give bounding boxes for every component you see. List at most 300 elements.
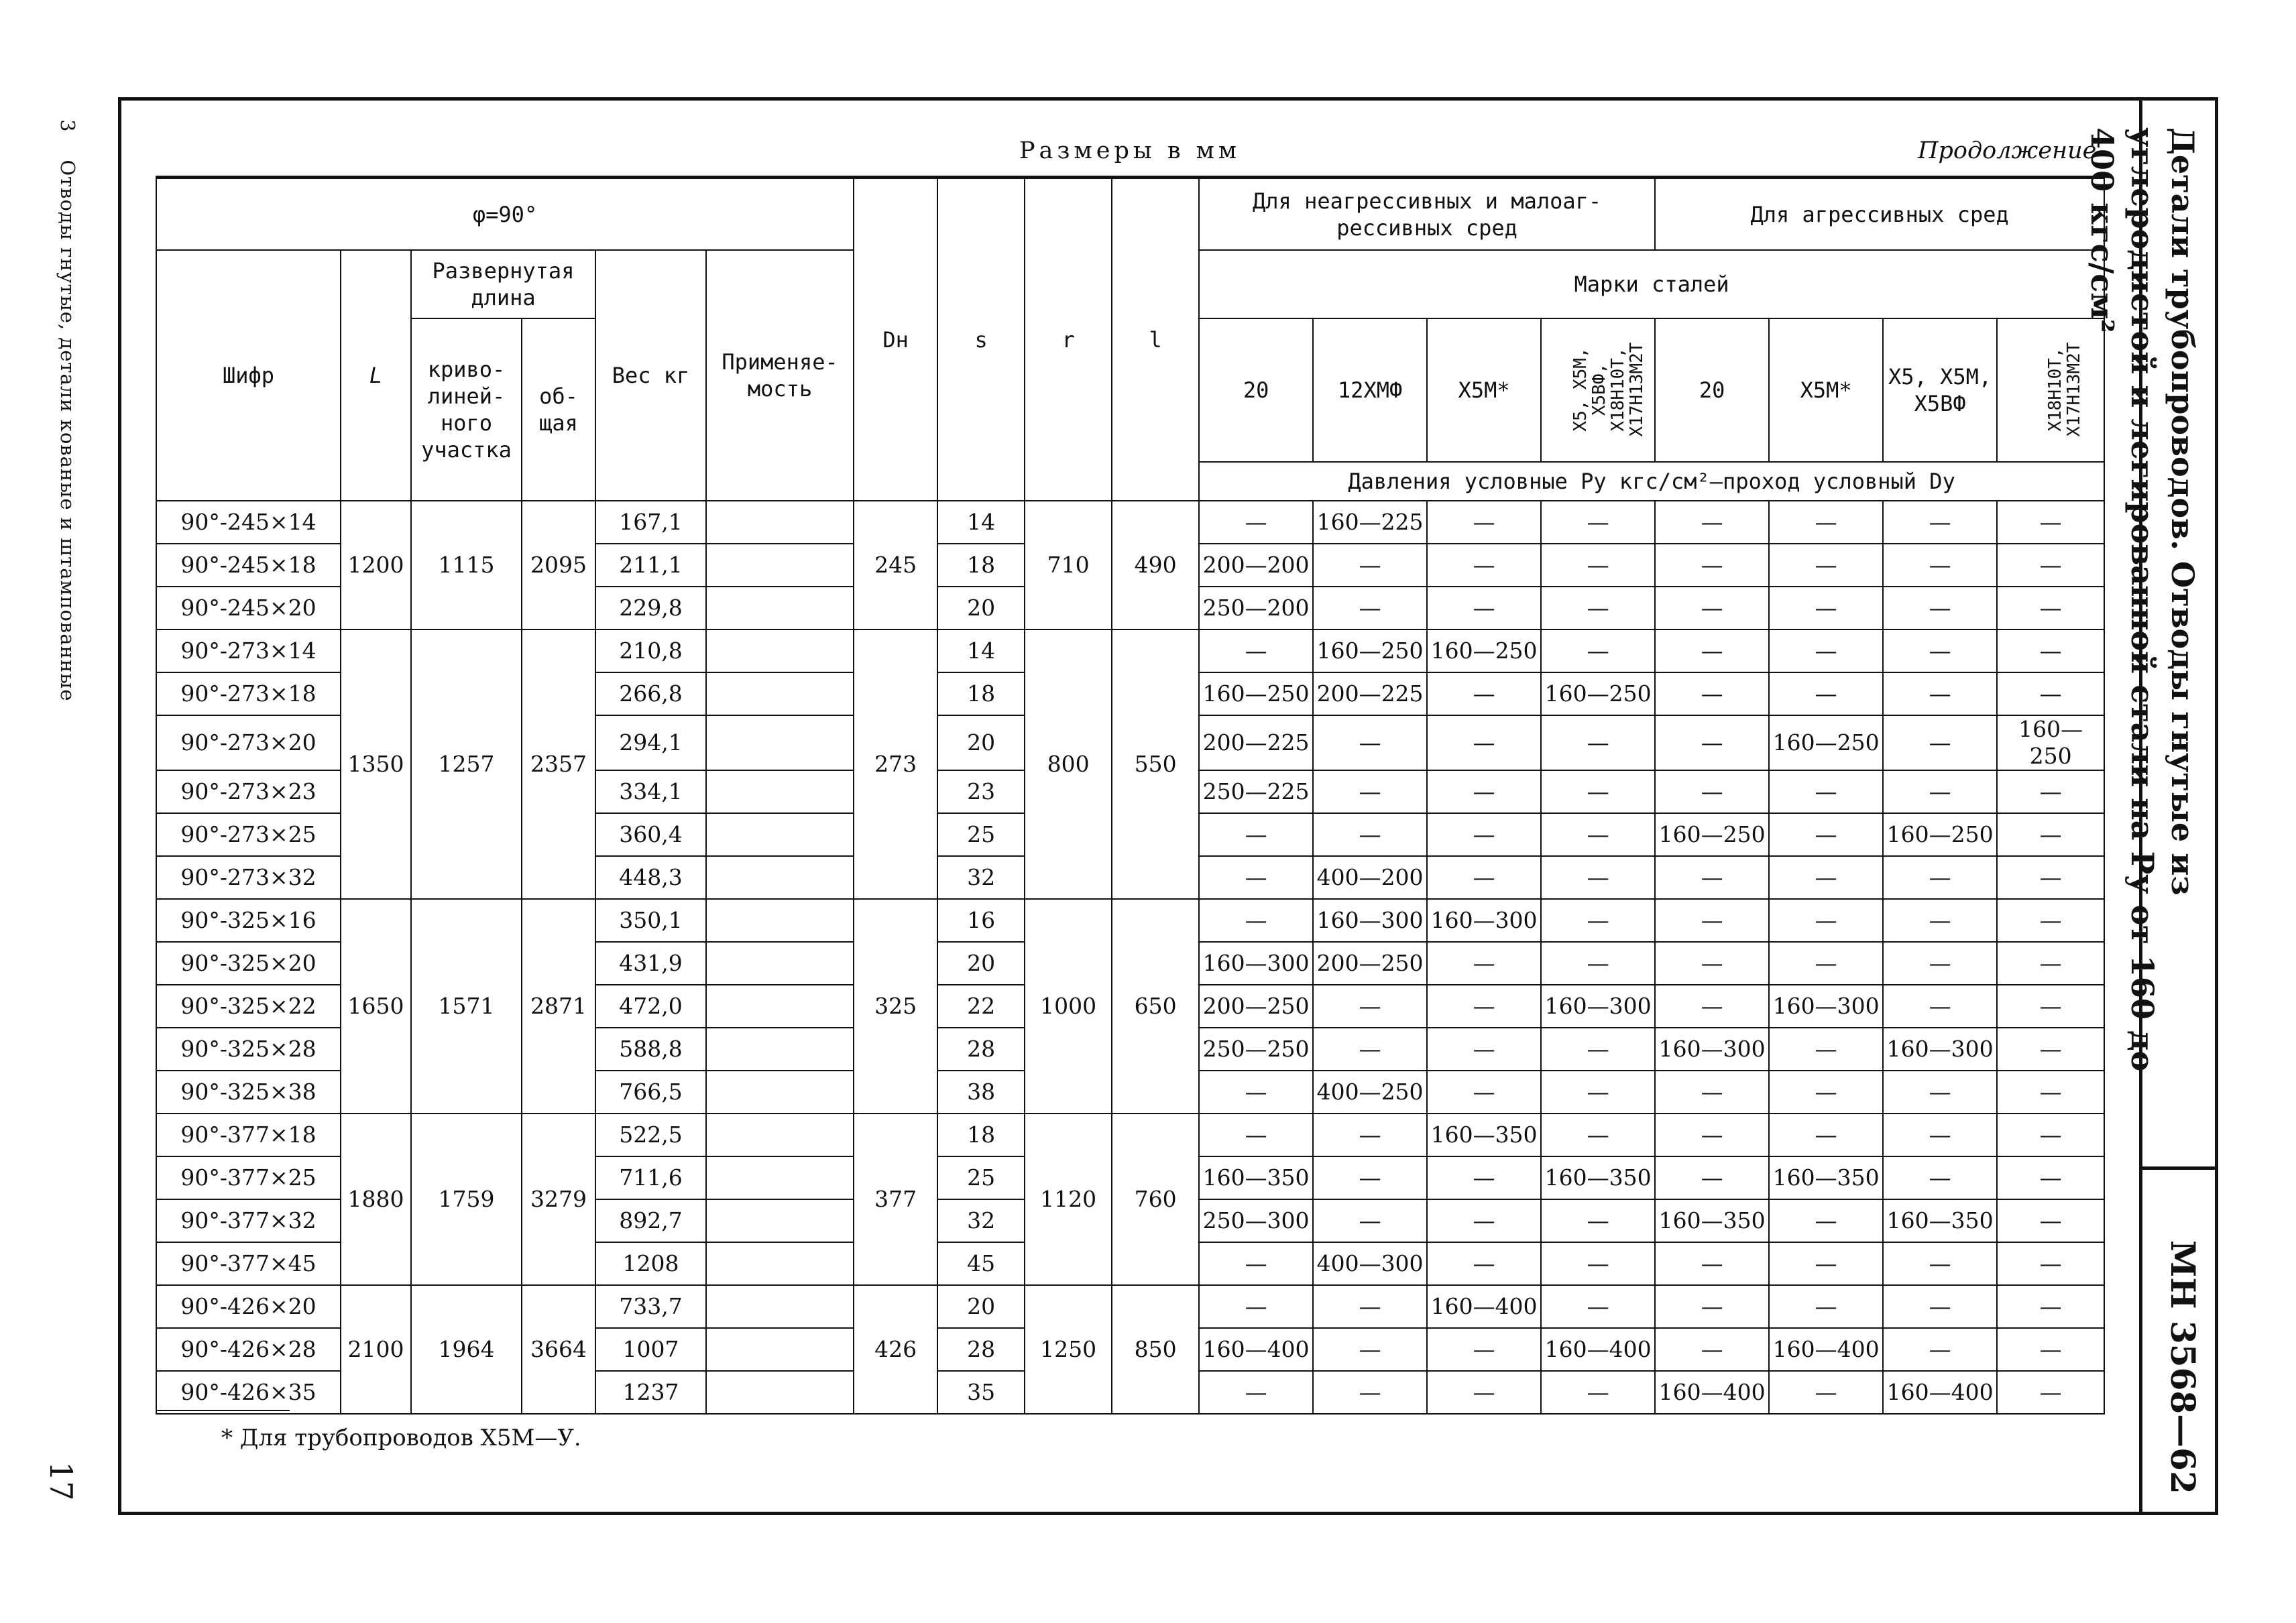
pressure-cell: 200—225 [1199, 715, 1313, 770]
applicability-cell [706, 942, 854, 985]
pressure-cell: — [1997, 1371, 2104, 1414]
cipher-header: Шифр [156, 250, 341, 501]
dn-cell: 245 [854, 501, 937, 629]
pressure-cell: — [1883, 1071, 1997, 1114]
pressure-cell: — [1883, 629, 1997, 672]
pressure-cell: — [1769, 856, 1883, 899]
l-cell: 850 [1112, 1285, 1199, 1414]
pressure-cell: 160—300 [1883, 1028, 1997, 1071]
pressure-cell: 160—400 [1769, 1328, 1883, 1371]
pressure-cell: 160—250 [1313, 629, 1427, 672]
pressure-cell: — [1655, 544, 1769, 587]
L-cell: 1880 [341, 1114, 411, 1285]
applicability-cell [706, 856, 854, 899]
units-caption: Размеры в мм [1019, 137, 1241, 164]
applicability-cell [706, 985, 854, 1028]
grade-col-1: 20 [1199, 318, 1313, 462]
s-cell: 18 [937, 672, 1025, 715]
pressure-cell: — [1199, 629, 1313, 672]
phi-header: φ=90° [156, 178, 854, 251]
pressure-cell: — [1313, 1371, 1427, 1414]
table-row [156, 629, 2104, 672]
standard-code: МН 3568—62 [2163, 1240, 2203, 1494]
cipher-cell: 90°-273×32 [156, 856, 341, 899]
pressure-cell: — [1997, 1071, 2104, 1114]
applicability-cell [706, 1371, 854, 1414]
pressure-cell: — [1541, 587, 1655, 629]
pressure-cell: 400—250 [1313, 1071, 1427, 1114]
pressure-cell: — [1427, 1199, 1541, 1242]
weight-cell: 167,1 [595, 501, 706, 544]
pressure-cell: 250—200 [1199, 587, 1313, 629]
applicability-cell [706, 1242, 854, 1285]
pressure-cell: — [1883, 1242, 1997, 1285]
pressure-cell: — [1769, 1285, 1883, 1328]
curved-length-cell: 1964 [411, 1285, 522, 1414]
L-cell: 1200 [341, 501, 411, 629]
r-cell: 710 [1025, 501, 1112, 629]
pressure-cell: — [1541, 715, 1655, 770]
cipher-cell: 90°-245×20 [156, 587, 341, 629]
s-cell: 25 [937, 813, 1025, 856]
pressure-cell: 400—200 [1313, 856, 1427, 899]
total-length-cell: 2357 [522, 629, 595, 899]
cipher-cell: 90°-426×35 [156, 1371, 341, 1414]
pressure-cell: 160—350 [1199, 1156, 1313, 1199]
cipher-cell: 90°-377×18 [156, 1114, 341, 1156]
weight-cell: 334,1 [595, 770, 706, 813]
pressure-cell: — [1655, 1156, 1769, 1199]
pressure-cell: 200—250 [1313, 942, 1427, 985]
curved-length-cell: 1257 [411, 629, 522, 899]
pressure-cell: — [1997, 770, 2104, 813]
non-aggressive-header: Для неагрессивных и малоаг-рессивных сред [1199, 178, 1655, 251]
pressure-cell: — [1541, 942, 1655, 985]
pressure-cell: — [1769, 1028, 1883, 1071]
l-cell: 550 [1112, 629, 1199, 899]
pressure-cell: — [1997, 1285, 2104, 1328]
curved-section-header: криво-линей-ного участка [411, 318, 522, 501]
document-title: Детали трубопроводов. Отводы гнутые из углеродистой и легированной стали на Pу от 160 до 400 кгс/см² [2084, 127, 2201, 1072]
r-cell: 1250 [1025, 1285, 1112, 1414]
grade-col-5: 20 [1655, 318, 1769, 462]
applicability-cell [706, 1071, 854, 1114]
applicability-header: Применяе-мость [706, 250, 854, 501]
cipher-cell: 90°-325×38 [156, 1071, 341, 1114]
pressure-cell: 160—250 [1427, 629, 1541, 672]
grade-col-4-label: Х5, Х5М, Х5ВФ, Х18Н10Т, Х17Н13М2Т [1570, 342, 1648, 437]
grade-col-6: Х5М* [1769, 318, 1883, 462]
pressure-cell: — [1427, 942, 1541, 985]
cipher-cell: 90°-273×23 [156, 770, 341, 813]
pressure-cell: 200—225 [1313, 672, 1427, 715]
pressure-cell: — [1655, 1242, 1769, 1285]
pressure-cell: 200—200 [1199, 544, 1313, 587]
pressure-cell: 250—250 [1199, 1028, 1313, 1071]
pressure-cell: — [1541, 1242, 1655, 1285]
pressure-cell: — [1655, 1328, 1769, 1371]
cipher-cell: 90°-377×45 [156, 1242, 341, 1285]
s-cell: 20 [937, 715, 1025, 770]
pressure-cell: — [1313, 1328, 1427, 1371]
applicability-cell [706, 1199, 854, 1242]
pressure-cell: — [1427, 985, 1541, 1028]
table-row [156, 1285, 2104, 1328]
dn-cell: 325 [854, 899, 937, 1114]
pressure-cell: — [1655, 715, 1769, 770]
pressure-cell: 160—350 [1427, 1114, 1541, 1156]
s-cell: 38 [937, 1071, 1025, 1114]
pressure-cell: — [1313, 587, 1427, 629]
applicability-cell [706, 1156, 854, 1199]
weight-cell: 1208 [595, 1242, 706, 1285]
cipher-cell: 90°-273×14 [156, 629, 341, 672]
pressure-cell: — [1883, 1114, 1997, 1156]
weight-cell: 1237 [595, 1371, 706, 1414]
total-length-header: об-щая [522, 318, 595, 501]
pressure-cell: — [1427, 587, 1541, 629]
cipher-cell: 90°-377×32 [156, 1199, 341, 1242]
unrolled-length-header: Развернутая длина [411, 250, 595, 318]
footnote: * Для трубопроводов Х5М—У. [221, 1425, 581, 1451]
pressure-cell: — [1997, 587, 2104, 629]
grade-col-3: Х5М* [1427, 318, 1541, 462]
pressure-cell: — [1997, 1242, 2104, 1285]
grade-col-7: Х5, Х5М, Х5ВФ [1883, 318, 1997, 462]
pressure-cell: 160—350 [1769, 1156, 1883, 1199]
grade-col-8 [1997, 318, 2104, 462]
weight-cell: 448,3 [595, 856, 706, 899]
weight-cell: 733,7 [595, 1285, 706, 1328]
weight-cell: 431,9 [595, 942, 706, 985]
pressure-cell: — [1199, 1071, 1313, 1114]
frame-right-rule [2215, 97, 2218, 1515]
curved-length-cell: 1571 [411, 899, 522, 1114]
pressure-cell: 160—300 [1655, 1028, 1769, 1071]
cipher-cell: 90°-325×28 [156, 1028, 341, 1071]
pressure-cell: — [1655, 1071, 1769, 1114]
weight-cell: 229,8 [595, 587, 706, 629]
pressure-cell: — [1997, 1114, 2104, 1156]
pressure-cell: — [1313, 544, 1427, 587]
pressure-cell: — [1427, 1071, 1541, 1114]
pressure-cell: — [1199, 1371, 1313, 1414]
pressure-cell: — [1655, 899, 1769, 942]
grade-col-4 [1541, 318, 1655, 462]
pressure-cell: — [1883, 1328, 1997, 1371]
pressure-cell: — [1997, 856, 2104, 899]
L-cell: 1650 [341, 899, 411, 1114]
pressure-cell: 160—350 [1541, 1156, 1655, 1199]
grade-col-2: 12ХМФ [1313, 318, 1427, 462]
applicability-cell [706, 813, 854, 856]
aggressive-header: Для агрессивных сред [1655, 178, 2104, 251]
weight-cell: 766,5 [595, 1071, 706, 1114]
pressure-cell: — [1427, 544, 1541, 587]
cipher-cell: 90°-273×18 [156, 672, 341, 715]
pressure-cell: — [1199, 501, 1313, 544]
weight-cell: 294,1 [595, 715, 706, 770]
pressure-header: Давления условные Pу кгс/см²—проход условный Dу [1199, 462, 2104, 501]
pressure-cell: 160—400 [1427, 1285, 1541, 1328]
pressure-cell: — [1769, 1242, 1883, 1285]
pressure-cell: — [1883, 942, 1997, 985]
pressure-cell: 160—250 [1541, 672, 1655, 715]
s-cell: 23 [937, 770, 1025, 813]
pressure-cell: — [1427, 1371, 1541, 1414]
pressure-cell: — [1769, 942, 1883, 985]
pressure-cell: — [1883, 501, 1997, 544]
L-cell: 1350 [341, 629, 411, 899]
weight-cell: 1007 [595, 1328, 706, 1371]
pressure-cell: — [1313, 1114, 1427, 1156]
curved-length-cell: 1759 [411, 1114, 522, 1285]
pressure-cell: — [1313, 985, 1427, 1028]
pressure-cell: — [1997, 1199, 2104, 1242]
pressure-cell: — [1427, 501, 1541, 544]
s-cell: 35 [937, 1371, 1025, 1414]
frame-left-rule [118, 97, 121, 1515]
pressure-cell: — [1199, 856, 1313, 899]
applicability-cell [706, 587, 854, 629]
s-cell: 20 [937, 1285, 1025, 1328]
weight-cell: 522,5 [595, 1114, 706, 1156]
cipher-cell: 90°-426×28 [156, 1328, 341, 1371]
pressure-cell: 160—400 [1199, 1328, 1313, 1371]
pressure-cell: 200—250 [1199, 985, 1313, 1028]
s-cell: 25 [937, 1156, 1025, 1199]
pressure-cell: — [1427, 813, 1541, 856]
applicability-cell [706, 544, 854, 587]
pressure-cell: — [1313, 1028, 1427, 1071]
pressure-cell: — [1883, 899, 1997, 942]
weight-cell: 472,0 [595, 985, 706, 1028]
frame-bottom-rule [118, 1512, 2218, 1515]
pressure-cell: — [1199, 1114, 1313, 1156]
pressure-cell: 160—250 [1199, 672, 1313, 715]
pressure-cell: 160—250 [1769, 715, 1883, 770]
r-cell: 1120 [1025, 1114, 1112, 1285]
s-cell: 28 [937, 1028, 1025, 1071]
applicability-cell [706, 715, 854, 770]
l-cell: 650 [1112, 899, 1199, 1114]
pressure-cell: — [1655, 501, 1769, 544]
pressure-cell: — [1541, 899, 1655, 942]
applicability-cell [706, 1028, 854, 1071]
pressure-cell: — [1427, 770, 1541, 813]
r-header: r [1025, 178, 1112, 501]
pressure-cell: — [1769, 1114, 1883, 1156]
pressure-cell: — [1541, 770, 1655, 813]
applicability-cell [706, 899, 854, 942]
pressure-cell: — [1769, 501, 1883, 544]
pressure-cell: — [1655, 629, 1769, 672]
pressure-cell: — [1997, 1328, 2104, 1371]
weight-cell: 360,4 [595, 813, 706, 856]
s-cell: 32 [937, 856, 1025, 899]
weight-cell: 892,7 [595, 1199, 706, 1242]
pressure-cell: — [1883, 985, 1997, 1028]
pressure-cell: — [1199, 899, 1313, 942]
total-length-cell: 3279 [522, 1114, 595, 1285]
s-cell: 16 [937, 899, 1025, 942]
table-row [156, 899, 2104, 942]
pressure-cell: 160—300 [1541, 985, 1655, 1028]
cipher-cell: 90°-325×16 [156, 899, 341, 942]
weight-cell: 588,8 [595, 1028, 706, 1071]
pressure-cell: — [1427, 856, 1541, 899]
applicability-cell [706, 1114, 854, 1156]
pressure-cell: 160—300 [1313, 899, 1427, 942]
pressure-cell: — [1769, 1199, 1883, 1242]
pressure-cell: — [1655, 672, 1769, 715]
s-cell: 22 [937, 985, 1025, 1028]
pressure-cell: 160—300 [1769, 985, 1883, 1028]
pressure-cell: 160—250 [1997, 715, 2104, 770]
weight-cell: 210,8 [595, 629, 706, 672]
pressure-cell: — [1997, 672, 2104, 715]
cipher-cell: 90°-245×18 [156, 544, 341, 587]
dn-header: Dн [854, 178, 937, 501]
pressure-cell: — [1655, 587, 1769, 629]
pressure-cell: — [1313, 715, 1427, 770]
weight-cell: 211,1 [595, 544, 706, 587]
pressure-cell: — [1769, 770, 1883, 813]
pressure-cell: 160—300 [1427, 899, 1541, 942]
pressure-cell: 160—350 [1883, 1199, 1997, 1242]
pressure-cell: 160—225 [1313, 501, 1427, 544]
pressure-cell: — [1883, 770, 1997, 813]
table-row [156, 501, 2104, 544]
dn-cell: 426 [854, 1285, 937, 1414]
frame-top-rule [118, 97, 2218, 101]
pressure-cell: — [1997, 544, 2104, 587]
s-cell: 14 [937, 501, 1025, 544]
l-header: l [1112, 178, 1199, 501]
pressure-cell: 160—400 [1655, 1371, 1769, 1414]
pressure-cell: — [1769, 1371, 1883, 1414]
pressure-cell: — [1427, 1328, 1541, 1371]
pressure-cell: — [1997, 1156, 2104, 1199]
pressure-cell: — [1541, 856, 1655, 899]
pressure-cell: 400—300 [1313, 1242, 1427, 1285]
pressure-cell: — [1427, 715, 1541, 770]
dn-cell: 273 [854, 629, 937, 899]
pressure-cell: — [1655, 985, 1769, 1028]
pressure-cell: — [1541, 1371, 1655, 1414]
l-cell: 760 [1112, 1114, 1199, 1285]
applicability-cell [706, 629, 854, 672]
steel-grades-header: Марки сталей [1199, 250, 2104, 318]
applicability-cell [706, 770, 854, 813]
weight-cell: 266,8 [595, 672, 706, 715]
pressure-cell: — [1883, 715, 1997, 770]
pressure-cell: — [1313, 813, 1427, 856]
pressure-cell: — [1997, 1028, 2104, 1071]
cipher-cell: 90°-377×25 [156, 1156, 341, 1199]
s-cell: 18 [937, 1114, 1025, 1156]
pressure-cell: 250—300 [1199, 1199, 1313, 1242]
page-number: 17 [43, 1461, 79, 1501]
total-length-cell: 2871 [522, 899, 595, 1114]
pressure-cell: — [1541, 501, 1655, 544]
s-cell: 18 [937, 544, 1025, 587]
pressure-cell: — [1655, 1114, 1769, 1156]
pressure-cell: — [1883, 856, 1997, 899]
weight-cell: 711,6 [595, 1156, 706, 1199]
pressure-cell: — [1655, 770, 1769, 813]
pressure-cell: 160—300 [1199, 942, 1313, 985]
pressure-cell: — [1427, 1028, 1541, 1071]
pressure-cell: — [1427, 1156, 1541, 1199]
pressure-cell: — [1313, 1199, 1427, 1242]
s-cell: 45 [937, 1242, 1025, 1285]
pressure-cell: — [1541, 1285, 1655, 1328]
continuation-caption: Продолжение [1918, 137, 2097, 164]
pressure-cell: — [1655, 942, 1769, 985]
applicability-cell [706, 501, 854, 544]
pressure-cell: — [1769, 629, 1883, 672]
pressure-cell: — [1541, 629, 1655, 672]
l-cell: 490 [1112, 501, 1199, 629]
cipher-cell: 90°-273×20 [156, 715, 341, 770]
pressure-cell: — [1883, 1285, 1997, 1328]
s-cell: 20 [937, 587, 1025, 629]
pressure-cell: — [1769, 899, 1883, 942]
running-head: 3 Отводы гнутые, детали кованые и штампованные [56, 119, 79, 702]
pressure-cell: — [1883, 544, 1997, 587]
pressure-cell: — [1997, 985, 2104, 1028]
cipher-cell: 90°-325×20 [156, 942, 341, 985]
pressure-cell: — [1427, 1242, 1541, 1285]
pressure-cell: — [1313, 770, 1427, 813]
pressure-cell: — [1997, 899, 2104, 942]
pressure-cell: 160—400 [1541, 1328, 1655, 1371]
pressure-cell: — [1541, 1071, 1655, 1114]
cipher-cell: 90°-245×14 [156, 501, 341, 544]
weight-header: Вес кг [595, 250, 706, 501]
cipher-cell: 90°-325×22 [156, 985, 341, 1028]
pressure-cell: — [1769, 813, 1883, 856]
pressure-cell: — [1427, 672, 1541, 715]
pressure-cell: 160—250 [1883, 813, 1997, 856]
pressure-cell: — [1883, 1156, 1997, 1199]
pressure-cell: — [1541, 1114, 1655, 1156]
pressure-cell: — [1541, 1199, 1655, 1242]
s-cell: 20 [937, 942, 1025, 985]
pressure-cell: — [1199, 813, 1313, 856]
applicability-cell [706, 1328, 854, 1371]
L-cell: 2100 [341, 1285, 411, 1414]
title-block-separator [2139, 1166, 2218, 1170]
pressure-cell: — [1655, 856, 1769, 899]
pressure-cell: — [1997, 813, 2104, 856]
pressure-cell: 250—225 [1199, 770, 1313, 813]
pressure-cell: — [1883, 587, 1997, 629]
cipher-cell: 90°-273×25 [156, 813, 341, 856]
pressure-cell: — [1769, 544, 1883, 587]
table-row [156, 1114, 2104, 1156]
bends-table [156, 176, 2105, 1415]
pressure-cell: — [1997, 942, 2104, 985]
pressure-cell: — [1313, 1156, 1427, 1199]
pressure-cell: — [1199, 1285, 1313, 1328]
pressure-cell: 160—400 [1883, 1371, 1997, 1414]
curved-length-cell: 1115 [411, 501, 522, 629]
r-cell: 800 [1025, 629, 1112, 899]
s-header: s [937, 178, 1025, 501]
pressure-cell: — [1655, 1285, 1769, 1328]
